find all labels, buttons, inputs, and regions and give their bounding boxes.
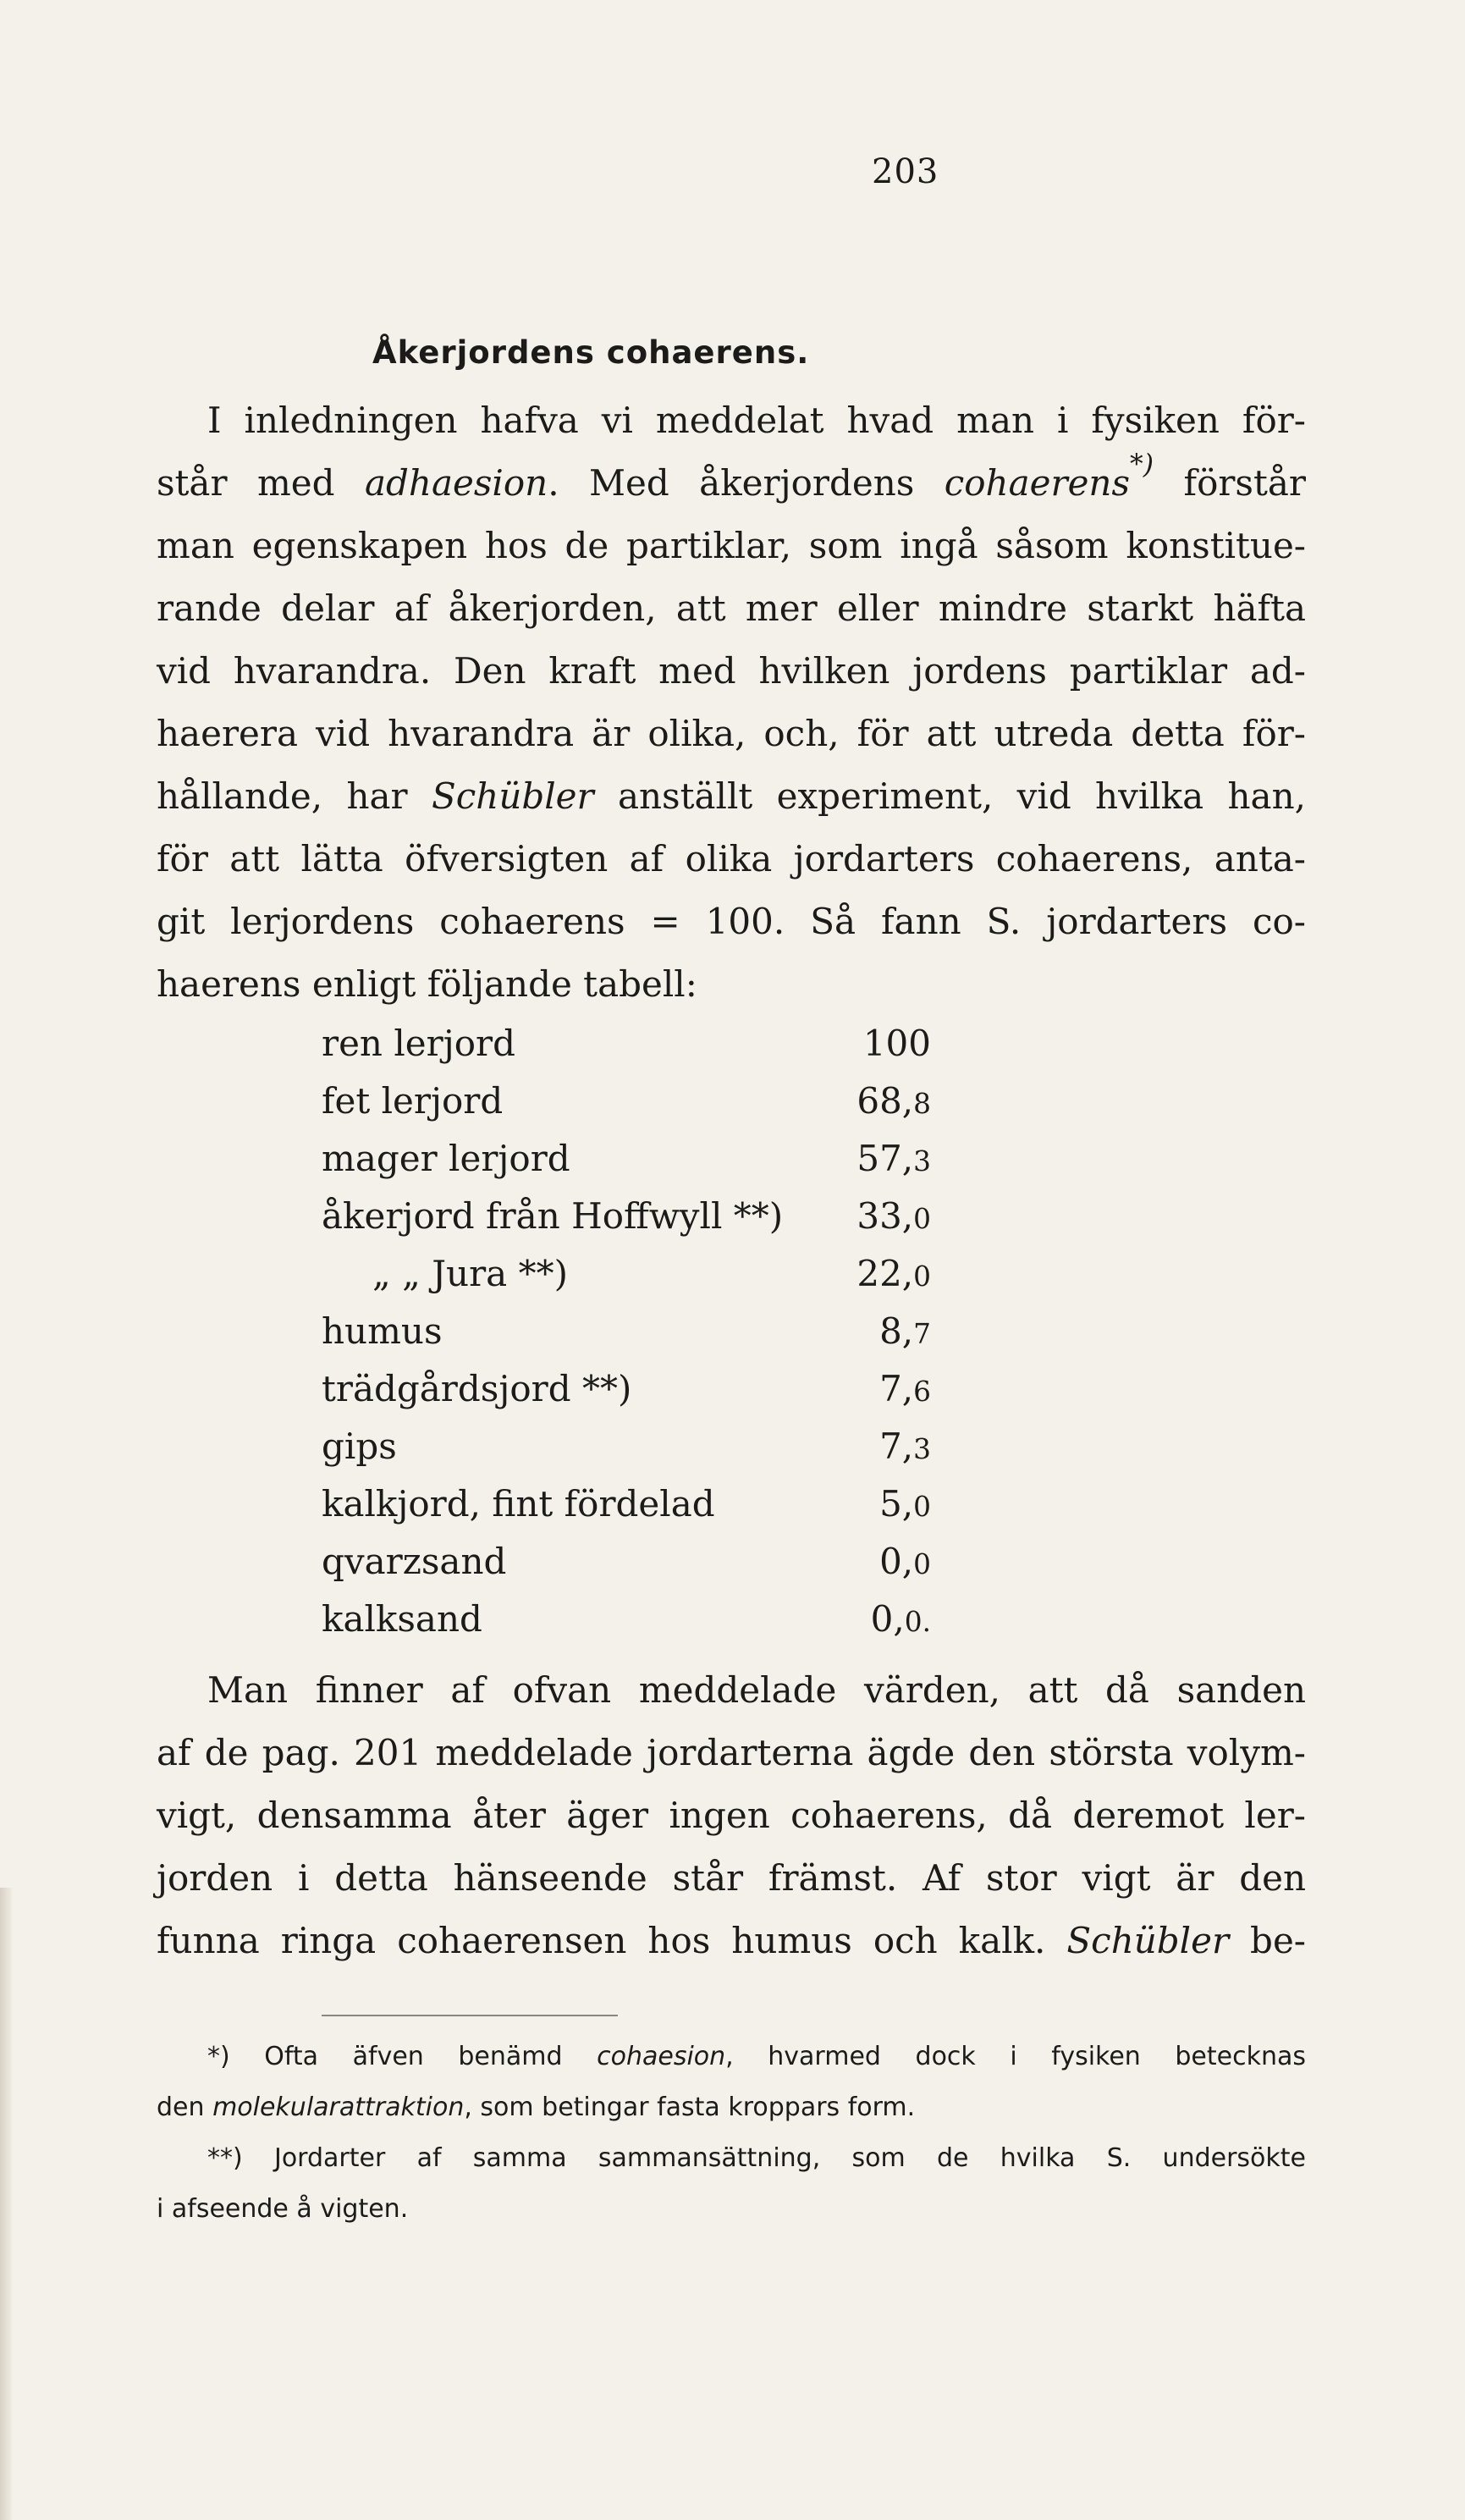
cohaerens-value — [879, 1310, 931, 1352]
soil-name: „ „ Jura **) — [372, 1253, 568, 1294]
footnote-ref-1: *) — [1130, 449, 1154, 480]
soil-name: ren lerjord — [322, 1023, 515, 1064]
value-int: 100 — [862, 1023, 931, 1064]
cohaerens-value — [863, 1023, 931, 1064]
line-text: be- — [1229, 1920, 1306, 1961]
value-dec: 3 — [913, 1433, 931, 1465]
soil-name: trädgårdsjord **) — [322, 1368, 632, 1409]
value-dec: 0 — [913, 1491, 931, 1523]
table-row — [322, 1368, 931, 1424]
paragraph-line — [157, 1910, 1306, 1972]
line-text: Man finner af ofvan meddelade värden, att då sanden — [207, 1669, 1306, 1711]
soil-name: fet lerjord — [322, 1080, 504, 1122]
term-adhaesion: adhaesion — [364, 462, 548, 504]
section-title: Åkerjordens cohaerens. — [372, 334, 810, 371]
paragraph-line: af de pag. 201 meddelade jordarterna ägde den största volym- — [157, 1732, 1306, 1773]
line-text: anställt experiment, vid hvilka han, — [593, 775, 1306, 817]
footnote-1-line — [157, 2082, 1306, 2133]
table-row — [322, 1425, 931, 1481]
line-text: står med — [157, 462, 365, 504]
paragraph-line: rande delar af åkerjorden, att mer eller mindre starkt häfta — [157, 587, 1306, 629]
value-dec: 7 — [913, 1318, 931, 1350]
value-int: 68, — [856, 1080, 914, 1122]
cohaerens-value — [879, 1368, 931, 1409]
line-text: I inledningen hafva vi meddelat hvad man i fysiken för- — [207, 400, 1306, 441]
line-text: , hvarmed dock i fysiken betecknas — [725, 2042, 1306, 2071]
paragraph-line — [157, 449, 1306, 515]
value-dec: 0. — [904, 1606, 931, 1638]
value-dec: 0 — [913, 1203, 931, 1235]
paragraph-line: vid hvarandra. Den kraft med hvilken jordens partiklar ad- — [157, 650, 1306, 692]
value-int: 7, — [879, 1425, 914, 1467]
value-int: 0, — [879, 1541, 914, 1582]
footnote-1-line — [157, 2032, 1306, 2082]
author-name: Schübler — [1066, 1920, 1230, 1961]
value-int: 7, — [879, 1368, 914, 1409]
cohaerens-value — [871, 1598, 931, 1640]
footnote-2-line — [157, 2133, 1306, 2184]
cohaerens-value — [879, 1541, 931, 1582]
line-text: den — [157, 2093, 213, 2122]
paragraph-line: för att lätta öfversigten af olika jordarters cohaerens, anta- — [157, 838, 1306, 880]
table-row — [322, 1541, 931, 1596]
value-int: 22, — [856, 1253, 914, 1294]
footnote-2-line: i afseende å vigten. — [157, 2194, 409, 2224]
soil-name: åkerjord från Hoffwyll **) — [322, 1195, 784, 1237]
value-dec: 8 — [913, 1088, 931, 1120]
table-row — [322, 1253, 931, 1309]
paragraph-line: git lerjordens cohaerens = 100. Så fann S. jordarters co- — [157, 901, 1306, 942]
paragraph-line: haerens enligt följande tabell: — [157, 963, 697, 1005]
value-dec: 0 — [913, 1548, 931, 1580]
scan-binding-edge — [0, 1888, 12, 2520]
paragraph-line: man egenskapen hos de partiklar, som ingå såsom konstitue- — [157, 525, 1306, 566]
paragraph-line: jorden i detta hänseende står främst. Af stor vigt är den — [157, 1857, 1306, 1899]
paragraph-line — [157, 389, 1306, 452]
line-text: *) Ofta äfven benämd — [207, 2042, 598, 2071]
value-dec: 0 — [913, 1260, 931, 1293]
footnote-divider — [322, 2015, 618, 2016]
table-row — [322, 1080, 931, 1136]
table-row — [322, 1023, 931, 1078]
paragraph-line: vigt, densamma åter äger ingen cohaerens, då deremot ler- — [157, 1795, 1306, 1836]
cohaerens-value — [856, 1253, 931, 1294]
value-dec: 6 — [913, 1376, 931, 1408]
table-row — [322, 1195, 931, 1251]
value-int: 5, — [879, 1483, 914, 1525]
value-int: 57, — [856, 1138, 914, 1179]
paragraph-line: haerera vid hvarandra är olika, och, för att utreda detta för- — [157, 713, 1306, 754]
line-text: , som betingar fasta kroppars form. — [464, 2093, 916, 2122]
value-int: 33, — [856, 1195, 914, 1237]
term-cohaerens: cohaerens — [944, 462, 1131, 504]
term-molekularattraktion: molekularattraktion — [212, 2093, 465, 2122]
cohaerens-value — [856, 1138, 931, 1179]
cohaerens-value — [879, 1425, 931, 1467]
cohaerens-value — [856, 1195, 931, 1237]
soil-name: qvarzsand — [322, 1541, 507, 1582]
line-text: hållande, har — [157, 775, 432, 817]
soil-name: kalksand — [322, 1598, 482, 1640]
term-cohaesion: cohaesion — [597, 2042, 726, 2071]
soil-name: kalkjord, fint fördelad — [322, 1483, 715, 1525]
soil-name: gips — [322, 1425, 397, 1467]
line-text: förstår — [1154, 462, 1306, 504]
cohaerens-value — [879, 1483, 931, 1525]
table-row — [322, 1598, 931, 1654]
author-name: Schübler — [431, 775, 594, 817]
value-dec: 3 — [913, 1145, 931, 1177]
paragraph-line — [157, 765, 1306, 828]
table-row — [322, 1310, 931, 1366]
line-text: **) Jordarter af samma sammansättning, som de hvilka S. undersökte — [207, 2143, 1306, 2173]
page-number: 203 — [872, 152, 939, 191]
value-int: 0, — [870, 1598, 905, 1640]
line-text: . Med åkerjordens — [548, 462, 945, 504]
value-int: 8, — [879, 1310, 914, 1352]
table-row — [322, 1483, 931, 1539]
soil-name: mager lerjord — [322, 1138, 570, 1179]
table-row — [322, 1138, 931, 1194]
paragraph-line — [157, 1659, 1306, 1722]
line-text: funna ringa cohaerensen hos humus och kalk. — [157, 1920, 1067, 1961]
soil-name: humus — [322, 1310, 443, 1352]
cohaerens-value — [856, 1080, 931, 1122]
line-text — [157, 2042, 1306, 2071]
